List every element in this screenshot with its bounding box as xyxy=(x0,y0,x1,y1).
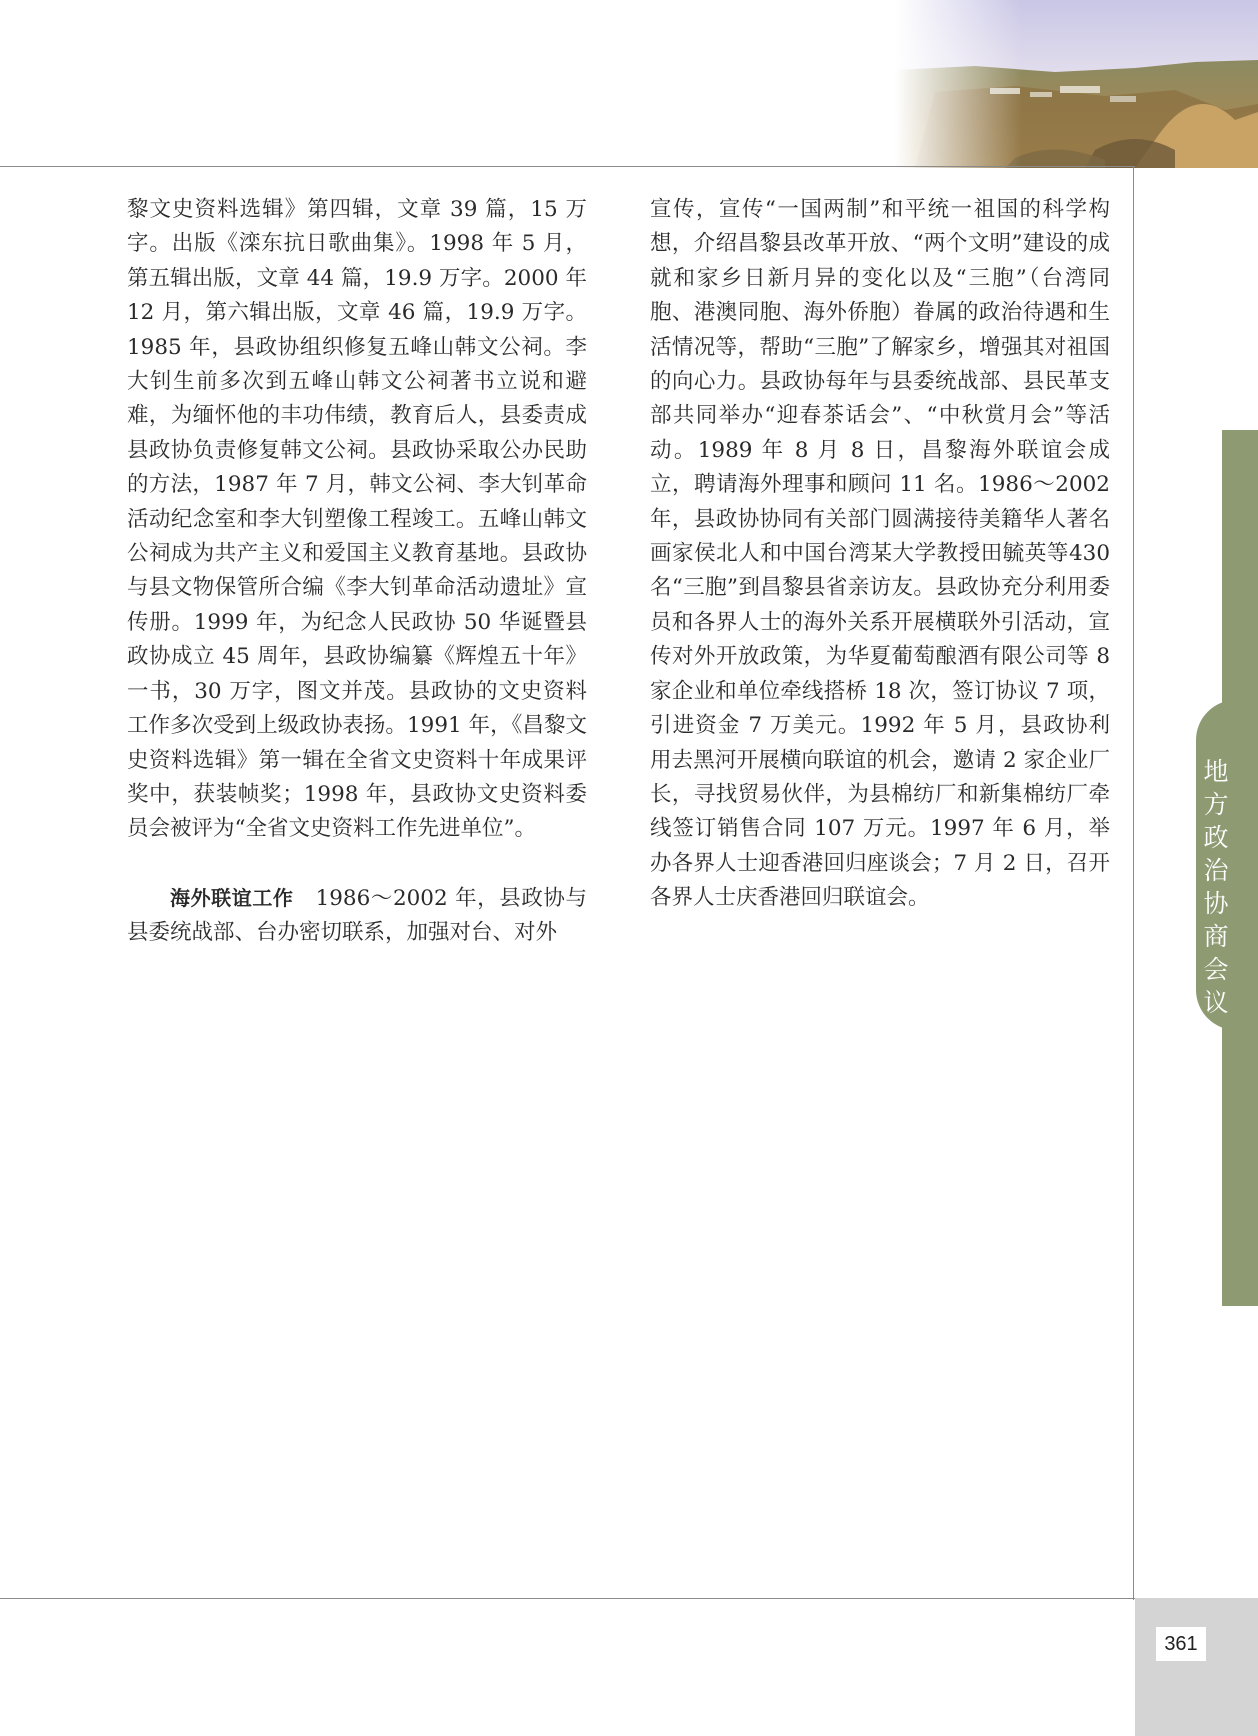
right-text-column xyxy=(650,193,1110,916)
text-area-right-border xyxy=(1133,166,1134,1600)
side-chapter-label xyxy=(1196,755,1236,1019)
side-label-char: 治 xyxy=(1203,856,1229,885)
side-label-char: 会 xyxy=(1203,955,1229,984)
side-label-char: 商 xyxy=(1203,922,1229,951)
section-heading: 海外联谊工作 xyxy=(170,885,294,910)
side-label-char: 地 xyxy=(1203,757,1229,786)
header-landscape-photo xyxy=(895,0,1258,168)
side-label-char: 议 xyxy=(1203,988,1229,1017)
side-label-char: 政 xyxy=(1203,823,1229,852)
side-label-char: 协 xyxy=(1203,889,1229,918)
left-paragraph-2 xyxy=(127,881,587,951)
footer-divider xyxy=(0,1598,1135,1599)
footer-gray-block xyxy=(1135,1598,1258,1736)
left-text-column xyxy=(127,193,587,951)
right-paragraph-1: 宣传，宣传“一国两制”和平统一祖国的科学构想，介绍昌黎县改革开放、“两个文明”建设的成就和家乡日新月异的变化以及“三胞”（台湾同胞、港澳同胞、海外侨胞）眷属的政治待遇和生活情况等，帮助“三胞”了解家乡，增强其对祖国的向心力。县政协每年与县委统战部、县民革支部共同举办“迎春茶话会”、“中秋赏月会”等活动。1989 年 8 月 8 日，昌黎海外联谊会成立，聘请海外理事和顾问 11 名。1986～2002 年，县政协协同有关部门圆满接待美籍华人著名画家侯北人和中国台湾某大学教授田毓英等430 名“三胞”到昌黎县省亲访友。县政协充分利用委员和各界人士的海外关系开展横联外引活动，宣传对外开放政策，为华夏葡萄酿酒有限公司等 8 家企业和单位牵线搭桥 18 次，签订协议 7 项，引进资金 7 万美元。1992 年 5 月，县政协利用去黑河开展横向联谊的机会，邀请 2 家企业厂长，寻找贸易伙伴，为县棉纺厂和新集棉纺厂牵线签订销售合同 107 万元。1997 年 6 月，举办各界人士迎香港回归座谈会；7 月 2 日，召开各界人士庆香港回归联谊会。 xyxy=(650,197,1110,911)
section-body: 1986～2002 年，县政协与县委统战部、台办密切联系，加强对台、对外 xyxy=(127,885,587,946)
page-number: 361 xyxy=(1156,1627,1206,1661)
header-divider xyxy=(0,166,1135,167)
left-paragraph-1: 黎文史资料选辑》第四辑，文章 39 篇，15 万字。出版《滦东抗日歌曲集》。1998 年 5 月，第五辑出版，文章 44 篇，19.9 万字。2000 年 12 月，第六辑出版，文章 46 篇，19.9 万字。1985 年，县政协组织修复五峰山韩文公祠。李大钊生前多次到五峰山韩文公祠著书立说和避难，为缅怀他的丰功伟绩，教育后人，县委责成县政协负责修复韩文公祠。县政协采取公办民助的方法，1987 年 7 月，韩文公祠、李大钊革命活动纪念室和李大钊塑像工程竣工。五峰山韩文公祠成为共产主义和爱国主义教育基地。县政协与县文物保管所合编《李大钊革命活动遗址》宣传册。1999 年，为纪念人民政协 50 华诞暨县政协成立 45 周年，县政协编纂《辉煌五十年》一书，30 万字，图文并茂。县政协的文史资料工作多次受到上级政协表扬。1991 年，《昌黎文史资料选辑》第一辑在全省文史资料十年成果评奖中，获装帧奖；1998 年，县政协文史资料委员会被评为“全省文史资料工作先进单位”。 xyxy=(127,197,587,842)
side-label-char: 方 xyxy=(1203,790,1229,819)
